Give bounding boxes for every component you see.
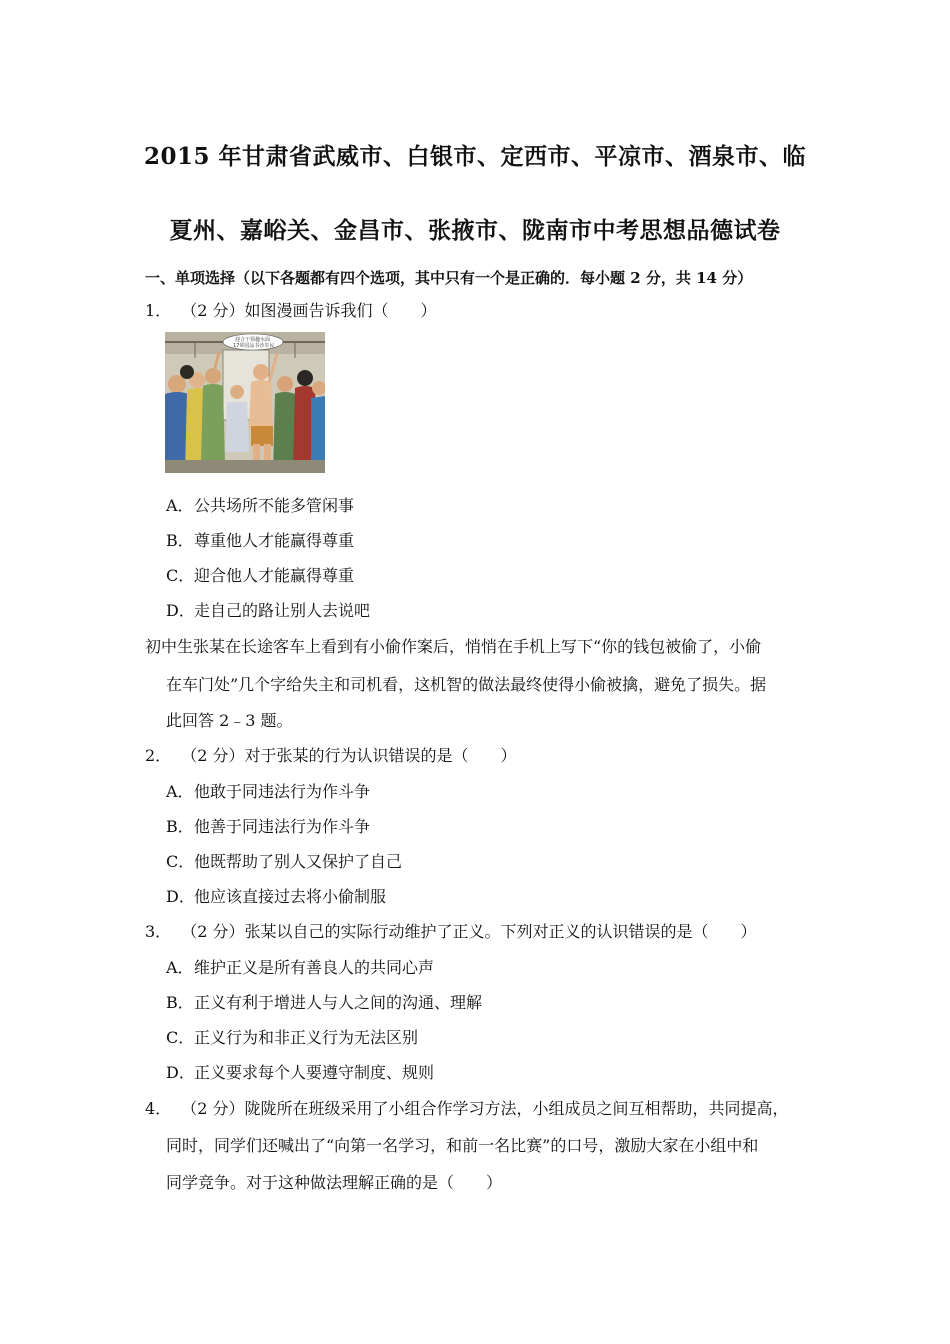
bubble-text-1: 迎合干领趣水面	[235, 337, 271, 343]
question-3	[145, 922, 756, 942]
option-text: 正义行为和非正义行为无法区别	[194, 1028, 419, 1047]
question-2	[145, 746, 516, 766]
option-letter: D．	[166, 887, 195, 906]
option-text: 他应该直接过去将小偷制服	[194, 887, 387, 906]
question-2-option-c	[166, 852, 402, 872]
option-text: 他既帮助了别人又保护了自己	[194, 852, 403, 871]
option-letter: D．	[166, 1063, 195, 1082]
question-stem: （2 分）陇陇所在班级采用了小组合作学习方法，小组成员之间互相帮助，共同提高，	[181, 1099, 789, 1118]
question-4-stem-line-2: 同时，同学们还喊出了“向第一名学习，和前一名比赛”的口号，激励大家在小组中和	[166, 1136, 759, 1155]
option-letter: B．	[166, 817, 194, 836]
bubble-text-2: 17晕国品书沙岁民	[233, 343, 275, 349]
option-letter: B．	[166, 531, 194, 550]
question-number: 1．	[145, 301, 172, 320]
question-1-option-c	[166, 566, 354, 586]
question-4-stem-line-3: 同学竞争。对于这种做法理解正确的是（ ）	[166, 1173, 503, 1192]
material-line-3: 此回答 2﹣3 题。	[166, 711, 293, 730]
option-letter: C．	[166, 1028, 195, 1047]
question-3-option-a	[166, 958, 434, 978]
question-2-option-a	[166, 782, 370, 802]
question-stem: （2 分）如图漫画告诉我们（ ）	[181, 301, 437, 320]
question-1-option-b	[166, 531, 354, 551]
question-1-option-d	[166, 601, 370, 621]
option-text: 维护正义是所有善良人的共同心声	[194, 958, 435, 977]
question-1-option-a	[166, 496, 354, 516]
option-letter: B．	[166, 993, 194, 1012]
section-heading: 一、单项选择（以下各题都有四个选项，其中只有一个是正确的．每小题 2 分，共 14 分）	[145, 269, 753, 287]
option-text: 正义有利于增进人与人之间的沟通、理解	[194, 993, 483, 1012]
option-letter: D．	[166, 601, 195, 620]
option-text: 尊重他人才能赢得尊重	[194, 531, 355, 550]
question-number: 3．	[145, 922, 172, 941]
question-3-option-d	[166, 1063, 434, 1083]
cartoon-image	[165, 332, 325, 473]
option-text: 他善于同违法行为作斗争	[194, 817, 371, 836]
question-2-option-b	[166, 817, 370, 837]
option-letter: A．	[166, 782, 194, 801]
question-1	[145, 301, 436, 321]
material-line-2: 在车门处”几个字给失主和司机看，这机智的做法最终使得小偷被擒，避免了损失。据	[166, 675, 767, 694]
question-stem: （2 分）张某以自己的实际行动维护了正义。下列对正义的认识错误的是（ ）	[181, 922, 757, 941]
option-text: 走自己的路让别人去说吧	[194, 601, 371, 620]
option-text: 迎合他人才能赢得尊重	[194, 566, 355, 585]
question-number: 2．	[145, 746, 172, 765]
question-3-option-c	[166, 1028, 418, 1048]
question-number: 4．	[145, 1099, 172, 1118]
question-4	[145, 1099, 788, 1119]
option-text: 他敢于同违法行为作斗争	[194, 782, 371, 801]
material-line-1: 初中生张某在长途客车上看到有小偷作案后，悄悄在手机上写下“你的钱包被偷了，小偷	[145, 637, 762, 656]
document-title-line-2: 夏州、嘉峪关、金昌市、张掖市、陇南市中考思想品德试卷	[169, 217, 781, 244]
option-letter: C．	[166, 566, 195, 585]
option-letter: A．	[166, 958, 194, 977]
document-title-line-1: 2015 年甘肃省武威市、白银市、定西市、平凉市、酒泉市、临	[143, 143, 807, 170]
question-stem: （2 分）对于张某的行为认识错误的是（ ）	[181, 746, 517, 765]
question-2-option-d	[166, 887, 386, 907]
option-text: 公共场所不能多管闲事	[194, 496, 355, 515]
question-3-option-b	[166, 993, 482, 1013]
option-letter: C．	[166, 852, 195, 871]
option-letter: A．	[166, 496, 194, 515]
option-text: 正义要求每个人要遵守制度、规则	[194, 1063, 435, 1082]
